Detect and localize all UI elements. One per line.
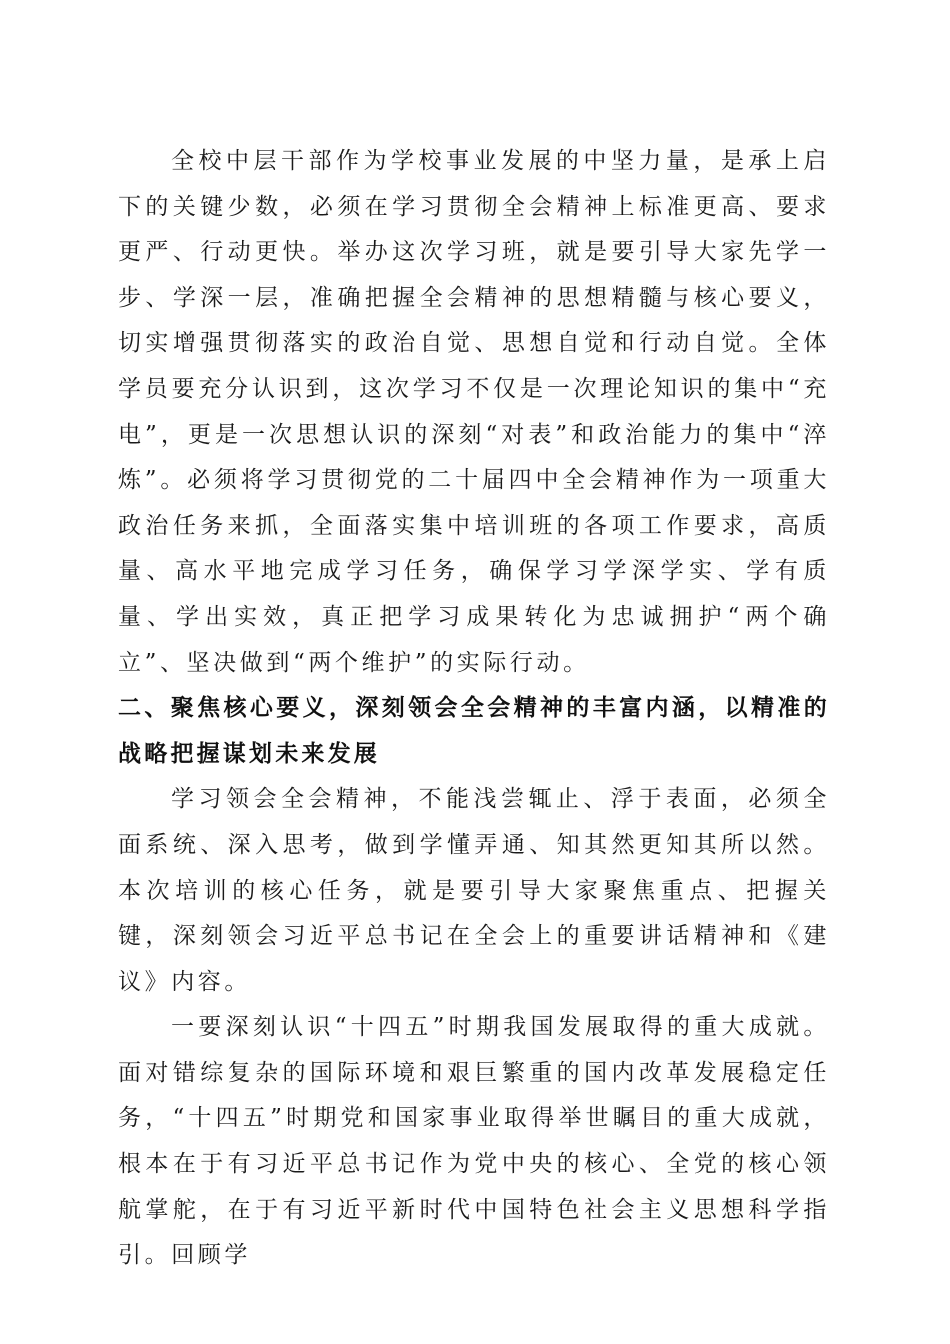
section-heading-2: 二、聚焦核心要义，深刻领会全会精神的丰富内涵，以精准的战略把握谋划未来发展 [118,695,830,767]
body-paragraph-3: 一要深刻认识“十四五”时期我国发展取得的重大成就。面对错综复杂的国际环境和艰巨繁重的国内改革发展稳定任务，“十四五”时期党和国家事业取得举世瞩目的重大成就，根本在于有习近平总书记作为党中央的核心、全党的核心领航掌舵，在于有习近平新时代中国特色社会主义思想科学指引。回顾学 [118,1014,830,1269]
body-paragraph-1: 全校中层干部作为学校事业发展的中坚力量，是承上启下的关键少数，必须在学习贯彻全会精神上标准更高、要求更严、行动更快。举办这次学习班，就是要引导大家先学一步、学深一层，准确把握全会精神的思想精髓与核心要义，切实增强贯彻落实的政治自觉、思想自觉和行动自觉。全体学员要充分认识到，这次学习不仅是一次理论知识的集中“充电”，更是一次思想认识的深刻“对表”和政治能力的集中“淬炼”。必须将学习贯彻党的二十届四中全会精神作为一项重大政治任务来抓，全面落实集中培训班的各项工作要求，高质量、高水平地完成学习任务，确保学习学深学实、学有质量、学出实效，真正把学习成果转化为忠诚拥护“两个确立”、坚决做到“两个维护”的实际行动。 [118,148,830,676]
body-paragraph-2: 学习领会全会精神，不能浅尝辄止、浮于表面，必须全面系统、深入思考，做到学懂弄通、知其然更知其所以然。本次培训的核心任务，就是要引导大家聚焦重点、把握关键，深刻领会习近平总书记在全会上的重要讲话精神和《建议》内容。 [118,786,830,995]
document-body [118,139,830,1279]
